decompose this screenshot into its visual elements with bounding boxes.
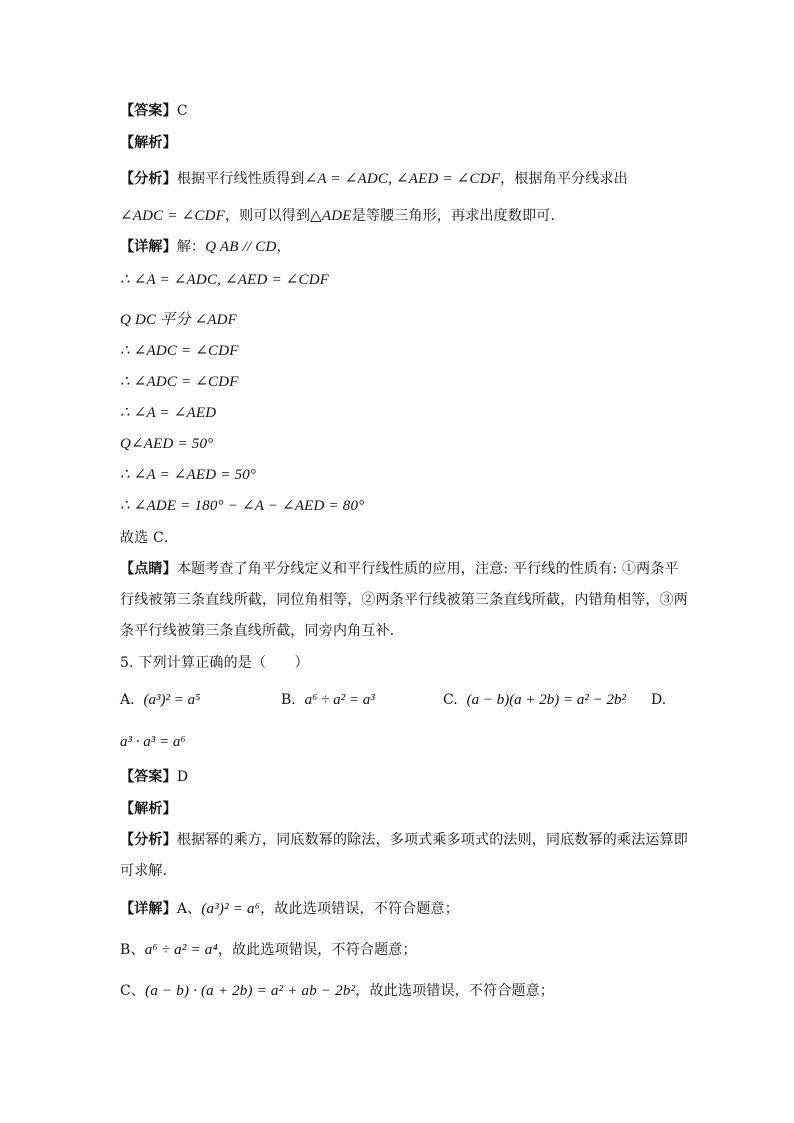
q4-dianjing-label: 【点睛】 — [120, 561, 177, 577]
q4-answer-label: 【答案】 — [120, 103, 177, 119]
q5-detail-b — [120, 940, 417, 960]
q5-detail-a-prefix: A、 — [176, 901, 202, 917]
q5-option-a — [120, 690, 200, 710]
q4-fenxi-text4: 是等腰三角形，再求出度数即可． — [351, 208, 565, 224]
q5-option-b-formula: a⁶ ÷ a² = a³ — [304, 692, 375, 708]
q4-fenxi-label: 【分析】 — [120, 171, 177, 187]
q5-detail-c — [120, 981, 554, 1001]
q4-fenxi-formula3: △ADE — [310, 208, 352, 224]
q4-fenxi-text3: ，则可以得到 — [224, 208, 311, 224]
q5-detail-a-text: ，故此选项错误，不符合题意； — [260, 901, 459, 917]
q5-fenxi-text1: 根据幂的乘方，同底数幂的除法，多项式乘多项式的法则，同底数幂的乘法运算即 — [176, 832, 689, 848]
q4-step-8: ∴ ∠ADE = 180° − ∠A − ∠AED = 80° — [120, 498, 365, 514]
q5-option-c — [443, 690, 626, 710]
q4-dianjing-line1 — [120, 559, 679, 579]
q4-dianjing-text1: 本题考查了角平分线定义和平行线性质的应用，注意: 平行线的性质有: ①两条平 — [176, 561, 679, 577]
q5-detail-b-prefix: B、 — [120, 942, 145, 958]
q4-analysis-heading: 【解析】 — [120, 135, 177, 151]
q5-stem: 5. 下列计算正确的是（ ） — [120, 655, 309, 671]
q4-step-2: Q DC 平分 ∠ADF — [120, 312, 238, 328]
q5-detail-a-formula: (a³)² = a⁶ — [201, 901, 261, 917]
q5-analysis-heading: 【解析】 — [120, 801, 177, 817]
q4-answer-value: C — [176, 103, 188, 119]
q5-detail-b-formula: a⁶ ÷ a² = a⁴ — [144, 942, 218, 958]
q4-step-3: ∴ ∠ADC = ∠CDF — [120, 343, 239, 359]
q5-option-c-label: C. — [443, 692, 458, 708]
q4-detail-tail: ， — [276, 239, 291, 255]
q4-step-7: ∴ ∠A = ∠AED = 50° — [120, 467, 257, 483]
q5-answer-label: 【答案】 — [120, 769, 177, 785]
q5-detail-a — [120, 899, 459, 919]
q5-detail-c-text: ，故此选项错误，不符合题意； — [355, 983, 555, 999]
q5-answer-line — [120, 767, 188, 787]
q4-detail-label: 【详解】 — [120, 239, 177, 255]
q4-conclusion: 故选 C． — [120, 530, 179, 546]
q5-detail-c-prefix: C、 — [120, 983, 146, 999]
q4-dianjing-line2: 行线被第三条直线所截，同位角相等，②两条平行线被第三条直线所截，内错角相等，③两 — [120, 592, 688, 608]
q5-option-c-formula: (a − b)(a + 2b) = a² − 2b² — [466, 692, 627, 708]
q4-answer-line — [120, 101, 188, 121]
q4-step-6: Q∠AED = 50° — [120, 436, 214, 452]
q5-detail-c-formula: (a − b) · (a + 2b) = a² + ab − 2b² — [145, 983, 356, 999]
q4-step-5: ∴ ∠A = ∠AED — [120, 405, 217, 421]
q5-option-a-formula: (a³)² = a⁵ — [143, 692, 201, 708]
q4-fenxi-formula1: ∠A = ∠ADC, ∠AED = ∠CDF — [304, 171, 501, 187]
q5-option-b — [281, 690, 375, 710]
q4-fenxi-line2 — [120, 206, 565, 226]
q4-fenxi-text2: ，根据角平分线求出 — [500, 171, 628, 187]
q5-option-d-formula: a³ · a³ = a⁶ — [120, 734, 186, 750]
q5-answer-value: D — [176, 769, 189, 785]
q4-detail-formula: Q AB // CD — [205, 239, 277, 255]
q5-option-d — [120, 732, 186, 752]
q5-detail-label: 【详解】 — [120, 901, 177, 917]
q5-fenxi-label: 【分析】 — [120, 832, 177, 848]
q4-detail-text: 解： — [176, 239, 206, 255]
q5-option-d-label: D. — [651, 692, 667, 708]
q4-dianjing-line3: 条平行线被第三条直线所截，同旁内角互补． — [120, 623, 404, 639]
q5-option-a-label: A. — [120, 692, 135, 708]
q4-fenxi-text1: 根据平行线性质得到 — [176, 171, 305, 187]
q5-fenxi-line2: 可求解． — [120, 863, 177, 879]
q5-option-b-label: B. — [281, 692, 296, 708]
q4-step-1: ∴ ∠A = ∠ADC, ∠AED = ∠CDF — [120, 272, 330, 288]
q4-fenxi-formula2: ∠ADC = ∠CDF — [120, 208, 225, 224]
q4-detail-line — [120, 237, 291, 257]
q5-fenxi-line1 — [120, 830, 688, 850]
q4-step-4: ∴ ∠ADC = ∠CDF — [120, 374, 239, 390]
q4-fenxi-line1 — [120, 169, 628, 189]
q5-detail-b-text: ，故此选项错误，不符合题意； — [217, 942, 417, 958]
